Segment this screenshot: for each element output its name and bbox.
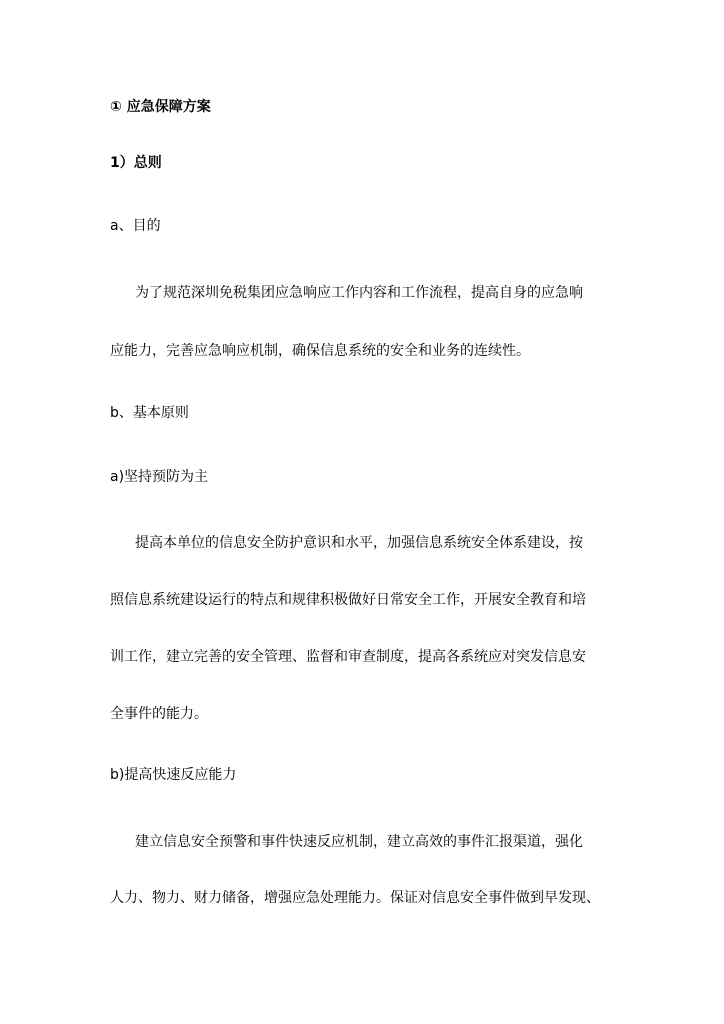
paragraph-line: 建立信息安全预警和事件快速反应机制，建立高效的事件汇报渠道，强化	[135, 834, 583, 850]
paragraph-line: 应能力，完善应急响应机制，确保信息系统的安全和业务的连续性。	[110, 343, 530, 359]
paragraph-line: 提高本单位的信息安全防护意识和水平，加强信息系统安全体系建设，按	[135, 535, 583, 551]
subsection-rapid-response: b)提高快速反应能力	[110, 767, 237, 783]
paragraph-line: 人力、物力、财力储备，增强应急处理能力。保证对信息安全事件做到早发现、	[110, 890, 600, 906]
section-purpose: a、目的	[110, 218, 161, 234]
paragraph-line: 训工作，建立完善的安全管理、监督和审查制度，提高各系统应对突发信息安	[110, 649, 586, 665]
section-basic-principles: b、基本原则	[110, 405, 189, 421]
paragraph-line: 为了规范深圳免税集团应急响应工作内容和工作流程，提高自身的应急响	[135, 285, 583, 301]
paragraph-line: 照信息系统建设运行的特点和规律积极做好日常安全工作，开展安全教育和培	[110, 592, 586, 608]
paragraph-line: 全事件的能力。	[110, 706, 208, 722]
subsection-prevention: a)坚持预防为主	[110, 469, 209, 485]
heading-emergency-plan: ① 应急保障方案	[110, 99, 211, 115]
heading-general-principles: 1）总则	[110, 155, 162, 171]
